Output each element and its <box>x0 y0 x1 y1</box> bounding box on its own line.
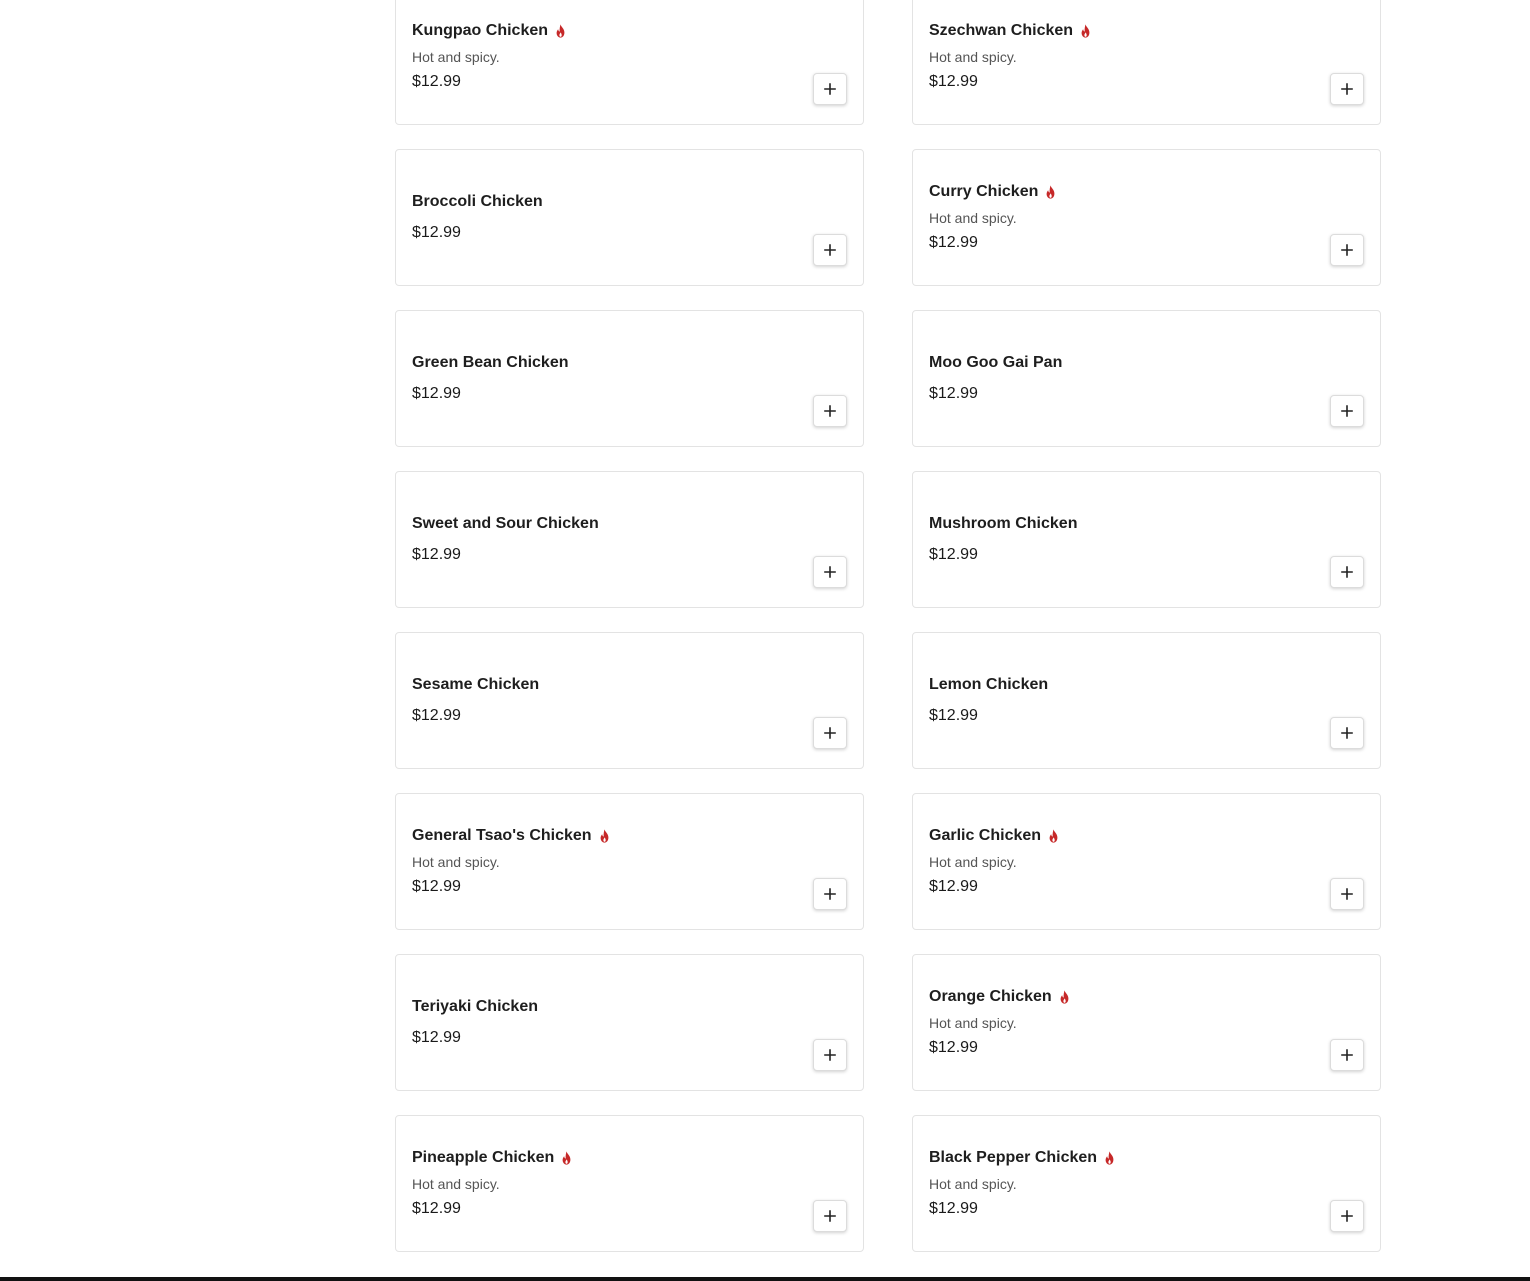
menu-item-card[interactable] <box>912 954 1381 1091</box>
add-to-cart-button[interactable] <box>1330 556 1364 588</box>
flame-icon <box>1058 990 1071 1004</box>
menu-item-card[interactable] <box>912 149 1381 286</box>
menu-item-price: $12.99 <box>412 546 461 563</box>
plus-icon <box>824 1049 836 1061</box>
add-to-cart-button[interactable] <box>813 878 847 910</box>
menu-item-price: $12.99 <box>412 385 461 402</box>
menu-item-price: $12.99 <box>412 878 461 895</box>
bottom-border <box>0 1277 1530 1281</box>
add-to-cart-button[interactable] <box>813 395 847 427</box>
add-to-cart-button[interactable] <box>1330 1039 1364 1071</box>
menu-item-name: Sesame Chicken <box>412 676 540 693</box>
flame-icon <box>598 829 611 843</box>
plus-icon <box>824 727 836 739</box>
menu-item-name: Green Bean Chicken <box>412 354 569 371</box>
plus-icon <box>824 566 836 578</box>
menu-item-card[interactable] <box>912 632 1381 769</box>
menu-item-card[interactable] <box>912 310 1381 447</box>
menu-item-card[interactable] <box>912 471 1381 608</box>
menu-item-price: $12.99 <box>929 73 978 90</box>
menu-item-name: Sweet and Sour Chicken <box>412 515 599 532</box>
add-to-cart-button[interactable] <box>813 556 847 588</box>
menu-item-name: Lemon Chicken <box>929 676 1049 693</box>
plus-icon <box>1341 1210 1353 1222</box>
menu-item-description: Hot and spicy. <box>929 854 1017 870</box>
menu-item-card[interactable] <box>912 0 1381 125</box>
plus-icon <box>824 1210 836 1222</box>
flame-icon <box>1044 185 1057 199</box>
menu-item-price: $12.99 <box>929 385 978 402</box>
plus-icon <box>1341 405 1353 417</box>
menu-item-name: Orange Chicken <box>929 988 1052 1005</box>
flame-icon <box>560 1151 573 1165</box>
menu-item-card[interactable] <box>395 0 864 125</box>
menu-item-price: $12.99 <box>412 1200 461 1217</box>
add-to-cart-button[interactable] <box>813 73 847 105</box>
menu-item-name: Black Pepper Chicken <box>929 1149 1098 1166</box>
add-to-cart-button[interactable] <box>813 1200 847 1232</box>
menu-item-name: Moo Goo Gai Pan <box>929 354 1063 371</box>
menu-item-card[interactable] <box>395 793 864 930</box>
plus-icon <box>1341 244 1353 256</box>
menu-item-name: Garlic Chicken <box>929 827 1042 844</box>
flame-icon <box>1079 24 1092 38</box>
menu-item-description: Hot and spicy. <box>412 49 500 65</box>
add-to-cart-button[interactable] <box>813 1039 847 1071</box>
menu-item-name: Mushroom Chicken <box>929 515 1078 532</box>
add-to-cart-button[interactable] <box>1330 395 1364 427</box>
menu-item-card[interactable] <box>912 793 1381 930</box>
menu-item-name: Pineapple Chicken <box>412 1149 555 1166</box>
plus-icon <box>824 888 836 900</box>
menu-item-card[interactable] <box>912 1115 1381 1252</box>
add-to-cart-button[interactable] <box>1330 717 1364 749</box>
plus-icon <box>1341 83 1353 95</box>
plus-icon <box>824 405 836 417</box>
menu-item-name: Teriyaki Chicken <box>412 998 538 1015</box>
plus-icon <box>1341 727 1353 739</box>
menu-item-price: $12.99 <box>412 1029 461 1046</box>
menu-item-price: $12.99 <box>412 707 461 724</box>
menu-item-card[interactable] <box>395 149 864 286</box>
menu-item-card[interactable] <box>395 310 864 447</box>
plus-icon <box>1341 888 1353 900</box>
menu-item-name: Curry Chicken <box>929 183 1039 200</box>
add-to-cart-button[interactable] <box>813 234 847 266</box>
menu-item-name: Szechwan Chicken <box>929 22 1074 39</box>
menu-item-price: $12.99 <box>929 1200 978 1217</box>
menu-item-price: $12.99 <box>929 707 978 724</box>
menu-item-description: Hot and spicy. <box>412 1176 500 1192</box>
menu-item-card[interactable] <box>395 632 864 769</box>
menu-item-card[interactable] <box>395 1115 864 1252</box>
menu-item-description: Hot and spicy. <box>929 49 1017 65</box>
menu-item-description: Hot and spicy. <box>929 1176 1017 1192</box>
flame-icon <box>1103 1151 1116 1165</box>
add-to-cart-button[interactable] <box>1330 878 1364 910</box>
plus-icon <box>1341 566 1353 578</box>
menu-item-price: $12.99 <box>929 1039 978 1056</box>
add-to-cart-button[interactable] <box>1330 1200 1364 1232</box>
menu-item-card[interactable] <box>395 471 864 608</box>
menu-item-description: Hot and spicy. <box>412 854 500 870</box>
menu-item-name: General Tsao's Chicken <box>412 827 592 844</box>
menu-item-price: $12.99 <box>929 546 978 563</box>
plus-icon <box>824 244 836 256</box>
add-to-cart-button[interactable] <box>1330 234 1364 266</box>
menu-item-price: $12.99 <box>929 878 978 895</box>
add-to-cart-button[interactable] <box>813 717 847 749</box>
flame-icon <box>554 24 567 38</box>
add-to-cart-button[interactable] <box>1330 73 1364 105</box>
menu-item-name: Broccoli Chicken <box>412 193 543 210</box>
menu-item-name: Kungpao Chicken <box>412 22 549 39</box>
menu-item-price: $12.99 <box>412 73 461 90</box>
plus-icon <box>824 83 836 95</box>
plus-icon <box>1341 1049 1353 1061</box>
menu-item-card[interactable] <box>395 954 864 1091</box>
menu-item-description: Hot and spicy. <box>929 1015 1017 1031</box>
menu-item-price: $12.99 <box>412 224 461 241</box>
menu-item-price: $12.99 <box>929 234 978 251</box>
flame-icon <box>1047 829 1060 843</box>
menu-item-description: Hot and spicy. <box>929 210 1017 226</box>
menu-grid <box>395 0 1381 1252</box>
